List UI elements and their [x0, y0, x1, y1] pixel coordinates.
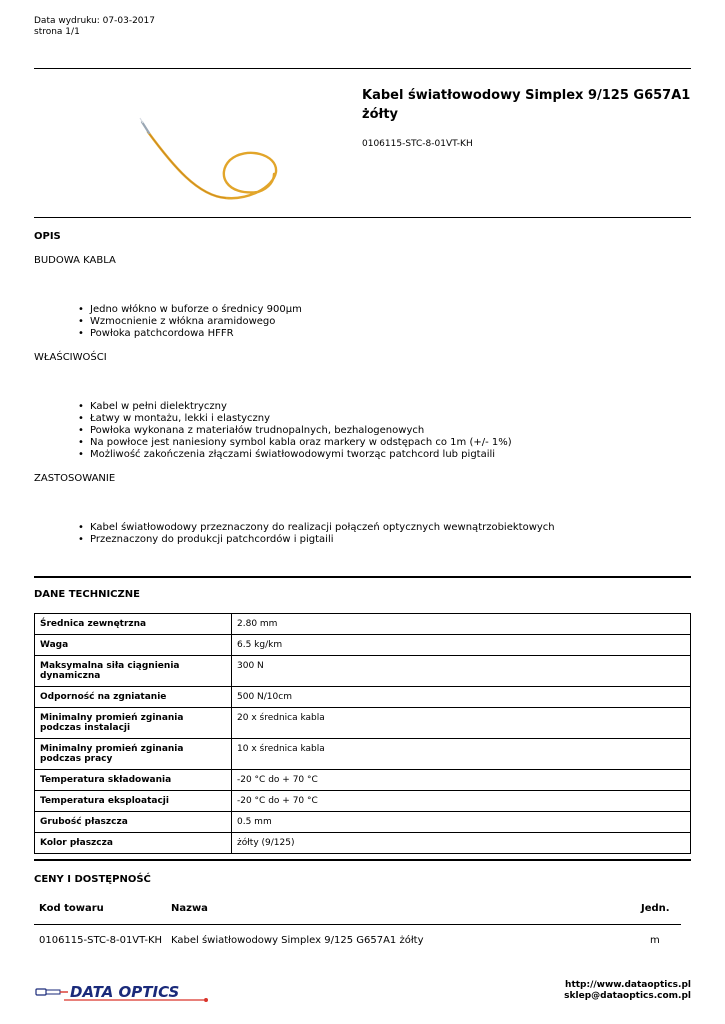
spec-label: Grubość płaszcza — [35, 812, 232, 833]
spec-label: Temperatura składowania — [35, 770, 232, 791]
divider-prices — [34, 859, 691, 861]
description-heading: OPIS — [34, 231, 61, 242]
spec-label: Maksymalna siła ciągnienia dynamiczna — [35, 656, 232, 687]
application-list — [90, 522, 555, 546]
cable-jacket — [148, 132, 276, 198]
construction-list — [90, 304, 302, 340]
col-header-unit: Jedn. — [641, 903, 670, 914]
divider-product — [34, 217, 691, 218]
spec-value: 500 N/10cm — [232, 687, 691, 708]
logo-text: DATA OPTICS — [70, 983, 180, 1001]
spec-value: 6.5 kg/km — [232, 635, 691, 656]
data-optics-logo — [34, 980, 212, 1004]
spec-label: Kolor płaszcza — [35, 833, 232, 854]
properties-list — [90, 401, 512, 461]
price-row-unit: m — [650, 935, 660, 946]
footer-links — [564, 980, 691, 1002]
section-title-properties: WŁAŚCIWOŚCI — [34, 352, 107, 363]
cable-fiber-end — [142, 122, 149, 133]
spec-value: 20 x średnica kabla — [232, 708, 691, 739]
divider-top — [34, 68, 691, 69]
spec-value: -20 °C do + 70 °C — [232, 770, 691, 791]
tech-table — [34, 613, 691, 854]
spec-value: 2.80 mm — [232, 614, 691, 635]
list-item: • Jedno włókno w buforze o średnicy 900µm — [90, 304, 302, 316]
table-row — [35, 656, 691, 687]
email-link[interactable]: sklep@dataoptics.com.pl — [564, 991, 691, 1001]
spec-label: Temperatura eksploatacji — [35, 791, 232, 812]
product-title: Kabel światłowodowy Simplex 9/125 G657A1 żółty — [362, 88, 691, 122]
spec-label: Waga — [35, 635, 232, 656]
price-row-name: Kabel światłowodowy Simplex 9/125 G657A1 żółty — [171, 935, 424, 946]
list-item: • Wzmocnienie z włókna aramidowego — [90, 316, 302, 328]
product-code: 0106115-STC-8-01VT-KH — [362, 139, 473, 149]
col-header-name: Nazwa — [171, 903, 208, 914]
print-meta — [34, 16, 155, 38]
table-row — [35, 770, 691, 791]
spec-value: 0.5 mm — [232, 812, 691, 833]
list-item: • Powłoka wykonana z materiałów trudnopalnych, bezhalogenowych — [90, 425, 512, 437]
print-date: Data wydruku: 07-03-2017 — [34, 16, 155, 26]
spec-value: żółty (9/125) — [232, 833, 691, 854]
product-image — [118, 88, 278, 208]
table-row — [35, 833, 691, 854]
list-item: • Przeznaczony do produkcji patchcordów i pigtaili — [90, 534, 555, 546]
section-title-construction: BUDOWA KABLA — [34, 255, 116, 266]
list-item: • Kabel światłowodowy przeznaczony do realizacji połączeń optycznych wewnątrzobiektowych — [90, 522, 555, 534]
table-row — [35, 812, 691, 833]
table-row — [35, 614, 691, 635]
spec-value: -20 °C do + 70 °C — [232, 791, 691, 812]
spec-label: Minimalny promień zginania podczas instalacji — [35, 708, 232, 739]
website-link[interactable]: http://www.dataoptics.pl — [565, 980, 691, 990]
prices-heading: CENY I DOSTĘPNOŚĆ — [34, 874, 151, 885]
spec-label: Średnica zewnętrzna — [35, 614, 232, 635]
list-item: • Możliwość zakończenia złączami światłowodowymi tworząc patchcord lub pigtaili — [90, 449, 512, 461]
col-header-code: Kod towaru — [39, 903, 104, 914]
page-number: strona 1/1 — [34, 27, 80, 37]
list-item: • Łatwy w montażu, lekki i elastyczny — [90, 413, 512, 425]
tech-heading: DANE TECHNICZNE — [34, 589, 140, 600]
list-item: • Na powłoce jest naniesiony symbol kabla oraz markery w odstępach co 1m (+/- 1%) — [90, 437, 512, 449]
spec-label: Minimalny promień zginania podczas pracy — [35, 739, 232, 770]
table-row — [35, 635, 691, 656]
spec-label: Odporność na zgniatanie — [35, 687, 232, 708]
cable-highlight — [148, 132, 226, 198]
price-row-code: 0106115-STC-8-01VT-KH — [39, 935, 163, 946]
list-item: • Powłoka patchcordowa HFFR — [90, 328, 302, 340]
list-item: • Kabel w pełni dielektryczny — [90, 401, 512, 413]
spec-value: 300 N — [232, 656, 691, 687]
prices-header-divider — [34, 924, 681, 925]
table-row — [35, 687, 691, 708]
divider-tech — [34, 576, 691, 578]
spec-value: 10 x średnica kabla — [232, 739, 691, 770]
table-row — [35, 708, 691, 739]
table-row — [35, 791, 691, 812]
section-title-application: ZASTOSOWANIE — [34, 473, 116, 484]
table-row — [35, 739, 691, 770]
